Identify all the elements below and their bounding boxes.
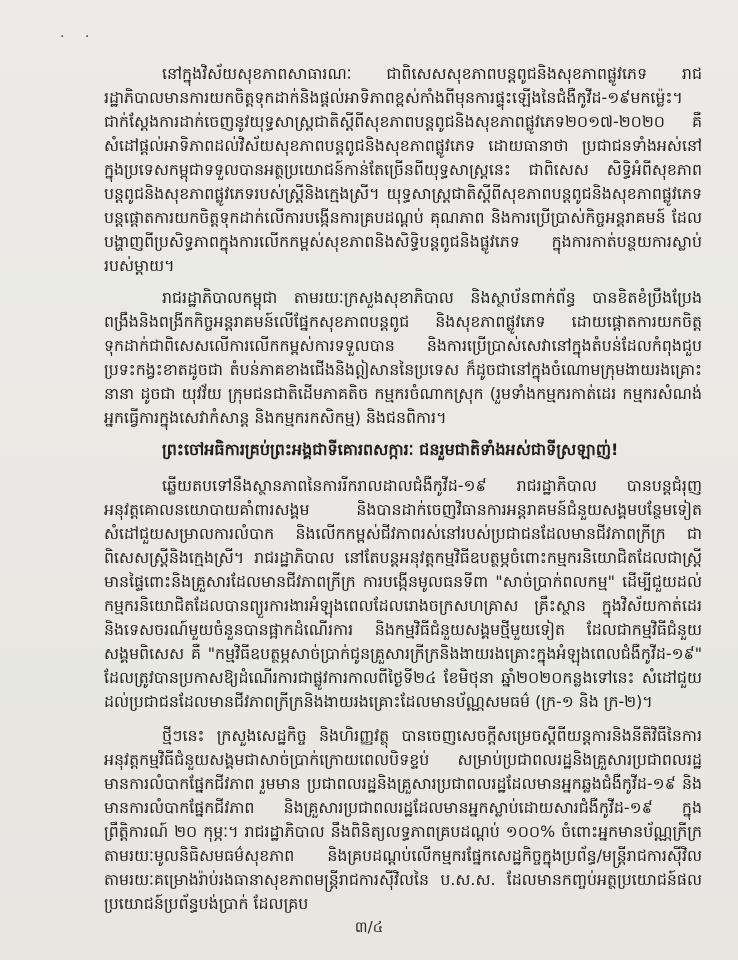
paragraph-1: នៅក្នុងវិស័យសុខភាពសាធារណៈ ជាពិសេសសុខភាពបន្តពូជនិងសុខភាពផ្លូវភេទ រាជរដ្ឋាភិបាលមានការយកចិត្តទុកដាក់និងផ្តល់អាទិភាពខ្ពស់កាំងពីមុនការផ្ទុះឡើងនៃជំងឺកូវីដ-១៩មកម្ល៉េះ។ ជាក់ស្តែងការដាក់ចេញនូវយុទ្ធសាស្ត្រជាតិស្តីពីសុខភាពបន្តពូជនិងសុខភាពផ្លូវភេទ២០១៧-២០២០ គឺសំដៅផ្តល់អាទិភាពដល់វិស័យសុខភាពបន្តពូជនិងសុខភាពផ្លូវភេទ ដោយធានាថា ប្រជាជនទាំងអស់នៅក្នុងប្រទេសកម្ពុជាទទួលបានអត្ថប្រយោជន៍កាន់តែច្រើនពីយុទ្ធសាស្ត្រនេះ ជាពិសេស សិទ្ធិអំពីសុខភាពបន្តពូជនិងសុខភាពផ្លូវភេទរបស់ស្ត្រីនិងក្មេងស្រី។ យុទ្ធសាស្ត្រជាតិស្តីពីសុខភាពបន្តពូជនិងសុខភាពផ្លូវភេទ បន្តផ្តោតការយកចិត្តទុកដាក់លើការបង្កើនការគ្របដណ្តប់ គុណភាព និងការប្រើប្រាស់កិច្ចអន្តរាគមន៍ ដែលបង្ហាញពីប្រសិទ្ធភាពក្នុងការលើកកម្ពស់សុខភាពនិងសិទ្ធិបន្តពូជនិងផ្លូវភេទ ក្នុងការកាត់បន្ថយការស្លាប់របស់ម្តាយ។ <box>104 64 702 275</box>
paragraph-2: រាជរដ្ឋាភិបាលកម្ពុជា តាមរយៈក្រសួងសុខាភិបាល និងស្ថាប័នពាក់ព័ន្ធ បានខិតខំប្រឹងប្រែងពង្រឹងនិងពង្រីកកិច្ចអន្តរាគមន៍លើផ្នែកសុខភាពបន្តពូជ និងសុខភាពផ្លូវភេទ ដោយផ្តោតការយកចិត្តទុកដាក់ជាពិសេសលើការលើកកម្ពស់ការទទួលបាន និងការប្រើប្រាស់សេវានៅក្នុងតំបន់ដែលកំពុងជួបប្រទះកង្វះខាតដូចជា តំបន់ភាគខាងជើងនិងឦសាននៃប្រទេស ក៏ដូចជានៅក្នុងចំណោមក្រុមងាយរងគ្រោះនានា ដូចជា យុវវ័យ ក្រុមជនជាតិដើមភាគតិច កម្មករចំណាកស្រុក (រួមទាំងកម្មករកាត់ដេរ កម្មករសំណង់ អ្នកធ្វើការក្នុងសេវាកំសាន្ត និងកម្មករកសិកម្ម) និងជនពិការ។ <box>104 288 702 427</box>
scan-specks: · · <box>60 29 98 45</box>
page-number: ៣/៤ <box>354 918 384 936</box>
paragraph-4: ថ្មីៗនេះ ក្រសួងសេដ្ឋកិច្ច និងហិរញ្ញវត្ថុ បានចេញសេចក្តីសម្រេចស្តីពីយន្តការនិងនីតិវិធីនៃការអនុវត្តកម្មវិធីជំនួយសង្គមជាសាច់ប្រាក់ក្រោយពេលបិទខ្ទប់ សម្រាប់ប្រជាពលរដ្ឋនិងគ្រួសារប្រជាពលរដ្ឋមានការលំបាកផ្នែកជីវភាព រួមមាន ប្រជាពលរដ្ឋនិងគ្រួសារប្រជាពលរដ្ឋដែលមានអ្នកឆ្លងជំងឺកូវីដ-១៩ និងមានការលំបាកផ្នែកជីវភាព និងគ្រួសារប្រជាពលរដ្ឋដែលមានអ្នកស្លាប់ដោយសារជំងឺកូវីដ-១៩ ក្នុងព្រឹត្តិការណ៍ ២០ កុម្ភៈ។ រាជរដ្ឋាភិបាល នឹងពិនិត្យលទ្ធភាពគ្របដណ្តប់ ១០០% ចំពោះអ្នកមានប័ណ្ណក្រីក្រ តាមរយៈមូលនិធិសមធម៌សុខភាព និងគ្របដណ្តប់លើកម្មករផ្នែកសេដ្ឋកិច្ចក្នុងប្រព័ន្ធ/មន្ត្រីរាជការស៊ីវិល តាមរយៈគម្រោងរ៉ាប់រងធានាសុខភាពមន្ត្រីរាជការស៊ីវិលនៃ ប.ស.ស. ដែលមានកញ្ចប់អត្ថប្រយោជន៍ផលប្រយោជន៍ប្រព័ន្ធបង់ប្រាក់ ដែលគ្រប <box>104 726 702 913</box>
document-body <box>104 62 702 922</box>
paragraph-3: ឆ្លើយតបទៅនឹងស្ថានភាពនៃការរីករាលដាលជំងឺកូវីដ-១៩ រាជរដ្ឋាភិបាល បានបន្តជំរុញអនុវត្តគោលនយោបាយគាំពារសង្គម និងបានដាក់ចេញវិធានការអន្តរាគមន៍ជំនួយសង្គមបន្ថែមទៀត សំដៅជួយសម្រាលការលំបាក និងលើកកម្ពស់ជីវភាពរស់នៅរបស់ប្រជាជនដែលមានជីវភាពក្រីក្រ ជាពិសេសស្ត្រីនិងក្មេងស្រី។ រាជរដ្ឋាភិបាល នៅតែបន្តអនុវត្តកម្មវិធីឧបត្ថម្ភចំពោះកម្មករនិយោជិតដែលជាស្ត្រីមានផ្ទៃពោះនិងគ្រួសារដែលមានជីវភាពក្រីក្រ ការបង្កើនមូលធនទីពា "សាច់ប្រាក់ពលកម្ម" ដើម្បីជួយដល់កម្មករនិយោជិតដែលបានព្យួរការងារអំឡុងពេលដែលរោងចក្រសហគ្រាស គ្រឹះស្ថាន ក្នុងវិស័យកាត់ដេរ និងទេសចរណ៍មួយចំនួនបានផ្អាកដំណើរការ និងកម្មវិធីជំនួយសង្គមថ្មីមួយទៀត ដែលជាកម្មវិធីជំនួយសង្គមពិសេស គឺ "កម្មវិធីឧបត្ថម្ភសាច់ប្រាក់ជូនគ្រួសារក្រីក្រនិងងាយរងគ្រោះក្នុងអំឡុងពេលជំងឺកូវីដ-១៩" ដែលត្រូវបានប្រកាសឱ្យដំណើរការជាផ្លូវការកាលពីថ្ងៃទី២៤ ខែមិថុនា ឆ្នាំ២០២០កន្លងទៅនេះ សំដៅជួយដល់ប្រជាជនដែលមានជីវភាពក្រីក្រនិងងាយរងគ្រោះដែលមានប័ណ្ណសមធម៌ (ក្រ-១ និង ក្រ-២)។ <box>104 476 702 711</box>
salutation-heading: ព្រះចៅអធិការគ្រប់ព្រះអង្គជាទីគោរពសក្ការៈ ជនរួមជាតិទាំងអស់ជាទីស្រឡាញ់! <box>162 440 619 459</box>
